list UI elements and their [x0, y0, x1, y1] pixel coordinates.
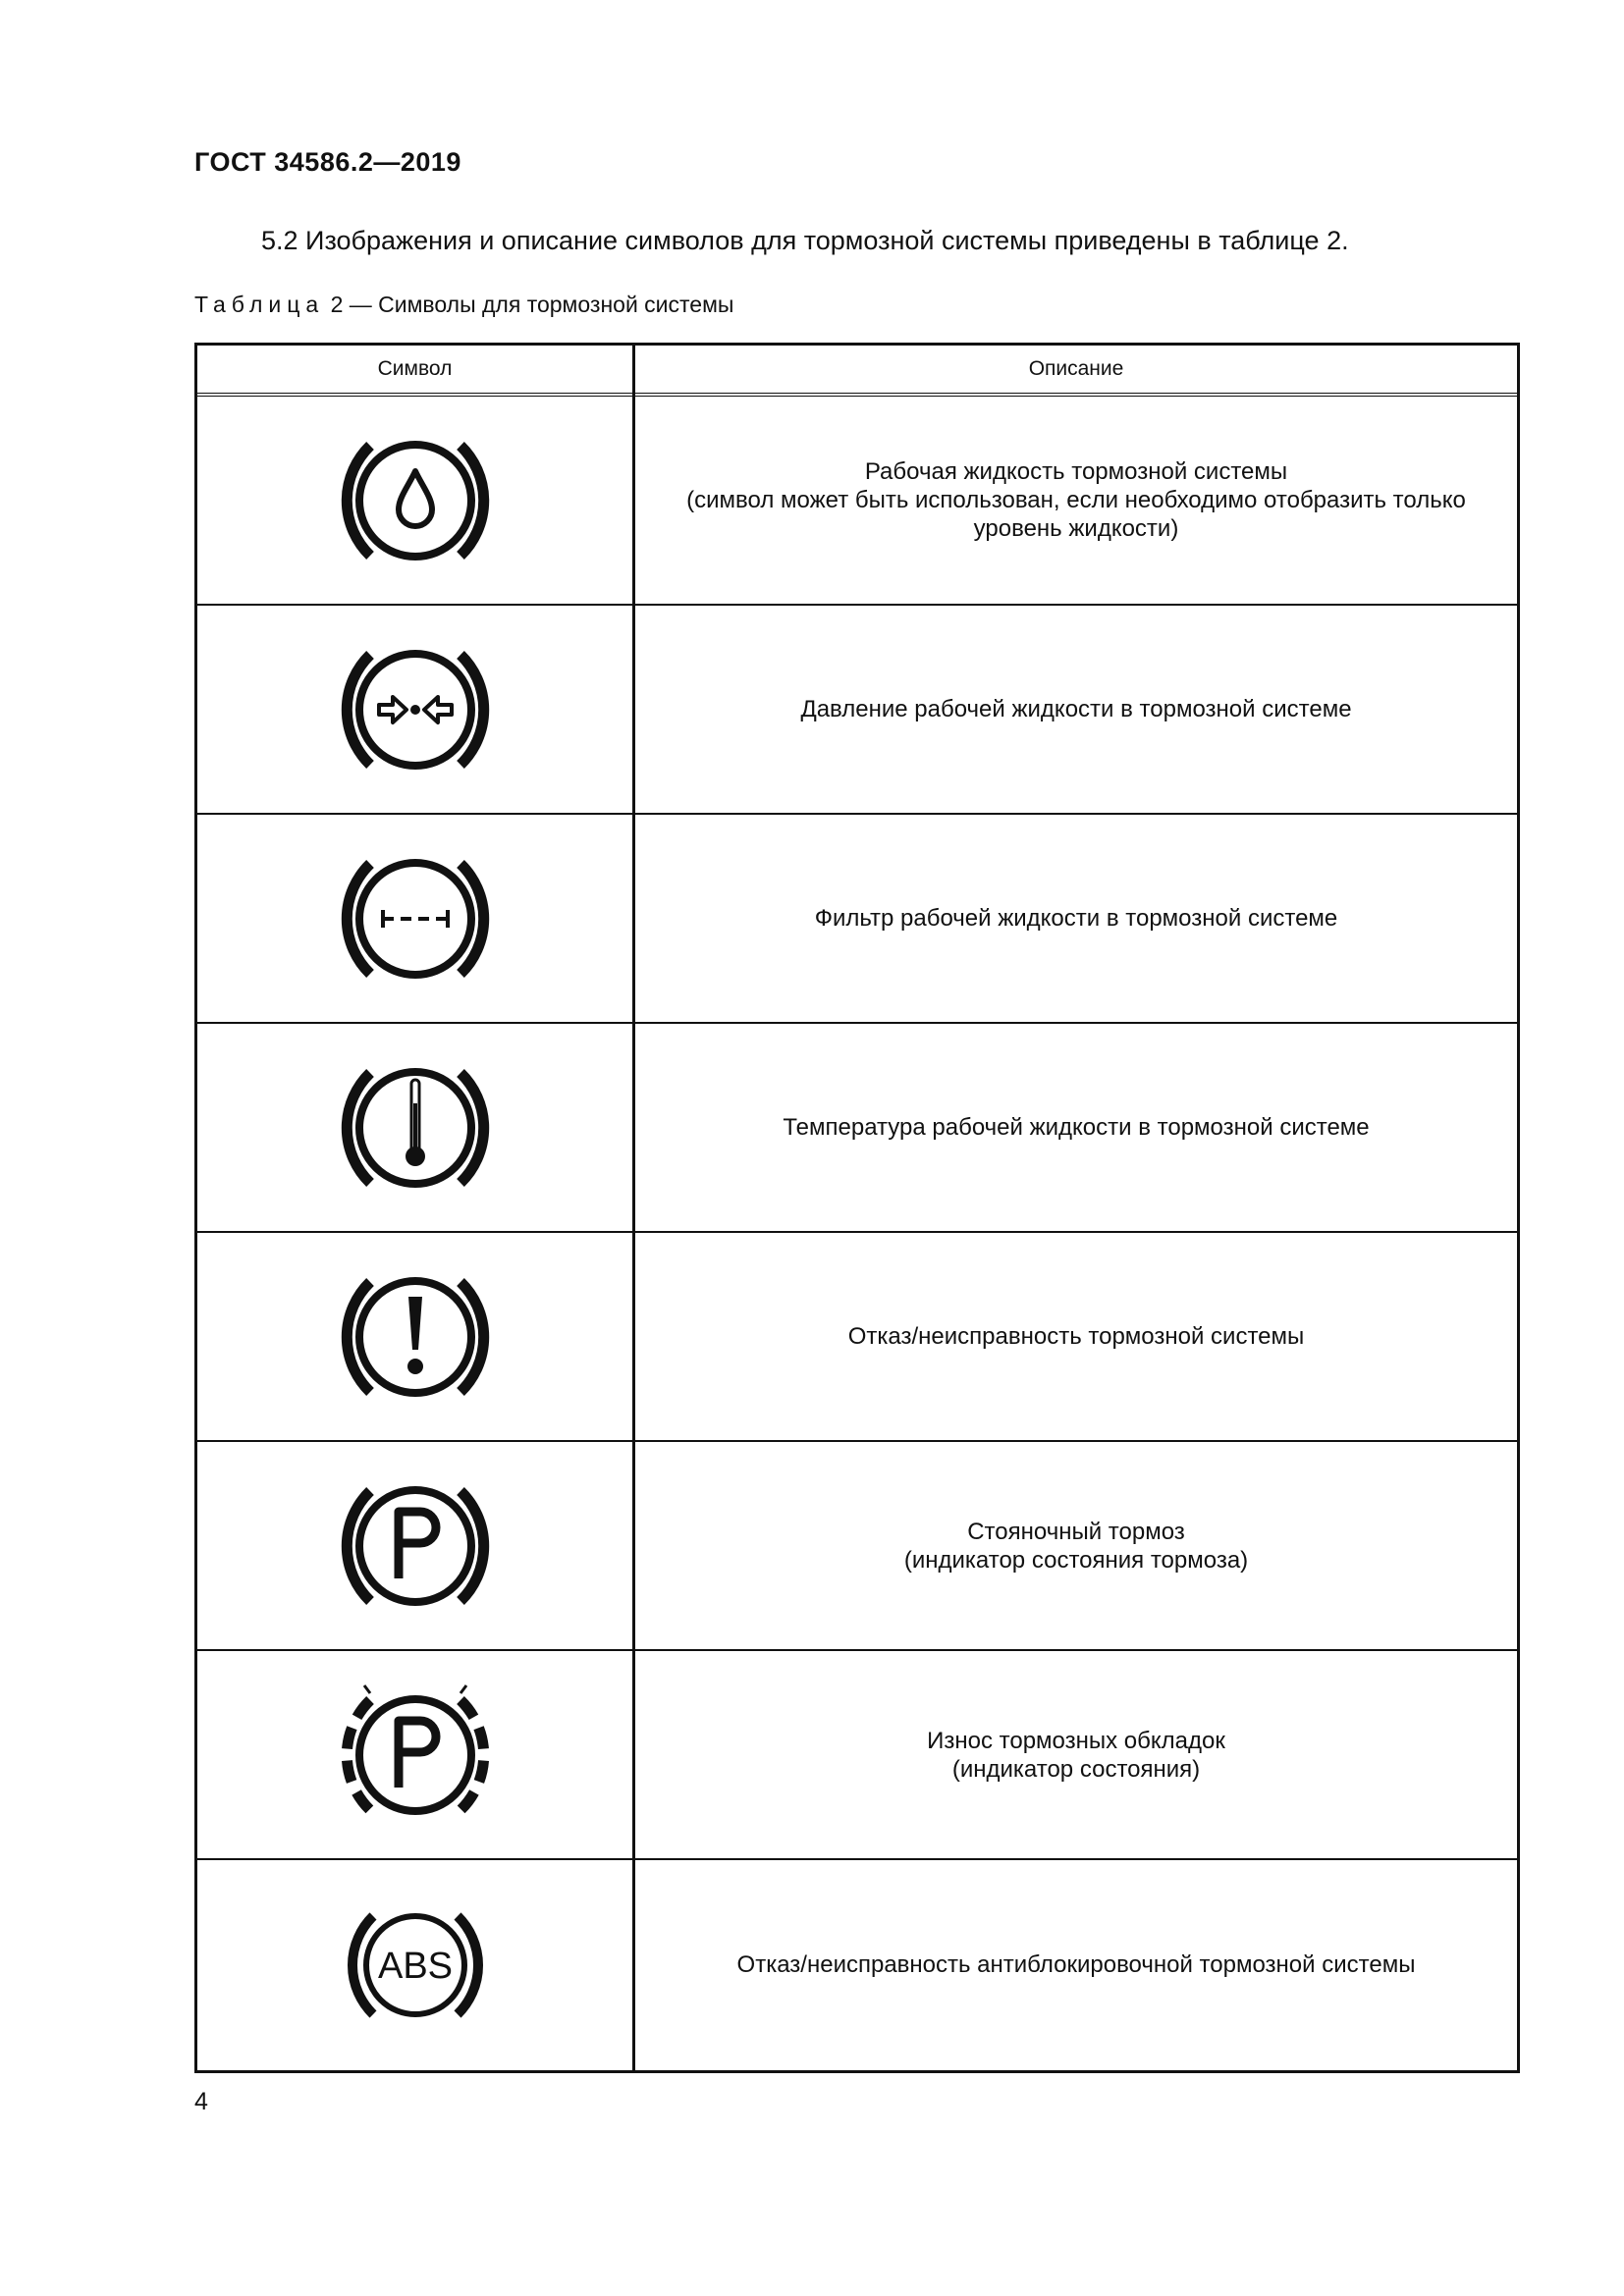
description-cell: [635, 1233, 1517, 1440]
symbols-table: [194, 343, 1520, 2073]
description-cell: [635, 1442, 1517, 1649]
description-line: (символ может быть использован, если необходимо отобразить только: [686, 487, 1466, 513]
description-cell: [635, 606, 1517, 813]
symbol-cell: [197, 397, 632, 604]
description-cell: [635, 1024, 1517, 1231]
description-cell: [635, 1651, 1517, 1858]
column-header-description: Описание: [1028, 357, 1124, 380]
description-line: (индикатор состояния тормоза): [903, 1546, 1249, 1574]
symbol-cell: [197, 1860, 632, 2069]
table-row: [197, 397, 1517, 606]
description-line: (индикатор состояния): [951, 1755, 1201, 1783]
description-line: Износ тормозных обкладок: [927, 1727, 1225, 1754]
description-line: Отказ/неисправность тормозной системы: [847, 1323, 1305, 1350]
table-row: [197, 1860, 1517, 2069]
symbol-cell: [197, 1233, 632, 1440]
brake-system-failure-icon: [322, 1254, 509, 1420]
abs-label: ABS: [377, 1945, 453, 1987]
column-header-symbol: Символ: [377, 357, 453, 380]
page-number: 4: [194, 2088, 208, 2115]
description-line: Отказ/неисправность антиблокировочной тормозной системы: [736, 1951, 1416, 1978]
brake-fluid-drop-icon: [322, 417, 509, 584]
intro-paragraph: 5.2 Изображения и описание символов для тормозной системы приведены в таблице 2.: [261, 226, 1349, 255]
document-header: ГОСТ 34586.2—2019: [194, 147, 461, 177]
symbol-cell: [197, 1651, 632, 1858]
table-caption-title: — Символы для тормозной системы: [349, 292, 734, 317]
table-row: [197, 1651, 1517, 1860]
table-caption-label: Таблица: [194, 292, 325, 317]
description-cell: [635, 1860, 1517, 2069]
description-line: Температура рабочей жидкости в тормозной системе: [783, 1114, 1370, 1141]
table-row: [197, 1024, 1517, 1233]
table-row: [197, 1233, 1517, 1442]
table-caption: [194, 292, 733, 318]
description-line: Фильтр рабочей жидкости в тормозной системе: [814, 905, 1338, 932]
table-row: [197, 815, 1517, 1024]
description-line: Рабочая жидкость тормозной системы: [864, 458, 1288, 485]
table-row: [197, 606, 1517, 815]
table-header-row: [197, 346, 1517, 397]
description-line: уровень жидкости): [973, 515, 1179, 542]
symbol-cell: [197, 815, 632, 1022]
description-line: Стояночный тормоз: [967, 1518, 1185, 1545]
brake-fluid-filter-icon: [322, 835, 509, 1002]
symbol-cell: [197, 606, 632, 813]
parking-brake-icon: [322, 1463, 509, 1629]
table-caption-number: 2: [330, 292, 344, 317]
description-line: Давление рабочей жидкости в тормозной системе: [800, 696, 1352, 722]
description-cell: [635, 815, 1517, 1022]
brake-fluid-pressure-icon: [322, 626, 509, 793]
symbol-cell: [197, 1024, 632, 1231]
brake-pad-wear-icon: [322, 1672, 509, 1839]
brake-fluid-temperature-icon: [322, 1044, 509, 1211]
description-cell: [635, 397, 1517, 604]
table-row: [197, 1442, 1517, 1651]
symbol-cell: [197, 1442, 632, 1649]
abs-failure-icon: [322, 1882, 509, 2049]
